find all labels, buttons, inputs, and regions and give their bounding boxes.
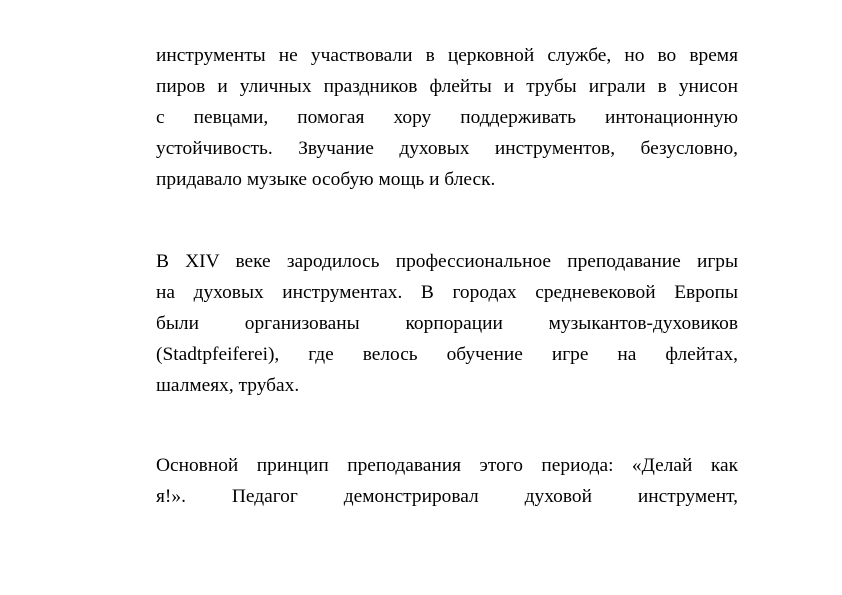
paragraph-line: устойчивость. Звучание духовых инструментов, безусловно, — [156, 138, 738, 159]
paragraph-line: на духовых инструментах. В городах средневековой Европы — [156, 282, 738, 303]
paragraph-line: я!». Педагог демонстрировал духовой инструмент, — [156, 486, 738, 507]
paragraph-line: инструменты не участвовали в церковной службе, но во время — [156, 45, 738, 66]
paragraph-line: с певцами, помогая хору поддерживать интонационную — [156, 107, 738, 128]
paragraph-line: В XIV веке зародилось профессиональное преподавание игры — [156, 251, 738, 272]
paragraph-line: (Stadtpfeiferei), где велось обучение игре на флейтах, — [156, 344, 738, 365]
paragraph-line: были организованы корпорации музыкантов-духовиков — [156, 313, 738, 334]
paragraph-2 — [156, 246, 738, 401]
paragraph-line: придавало музыке особую мощь и блеск. — [156, 169, 496, 190]
paragraph-line: шалмеях, трубах. — [156, 375, 300, 396]
paragraph-line: Основной принцип преподавания этого периода: «Делай как — [156, 455, 738, 476]
paragraph-line: пиров и уличных праздников флейты и трубы играли в унисон — [156, 76, 738, 97]
paragraph-3 — [156, 450, 738, 512]
paragraph-1 — [156, 40, 738, 195]
